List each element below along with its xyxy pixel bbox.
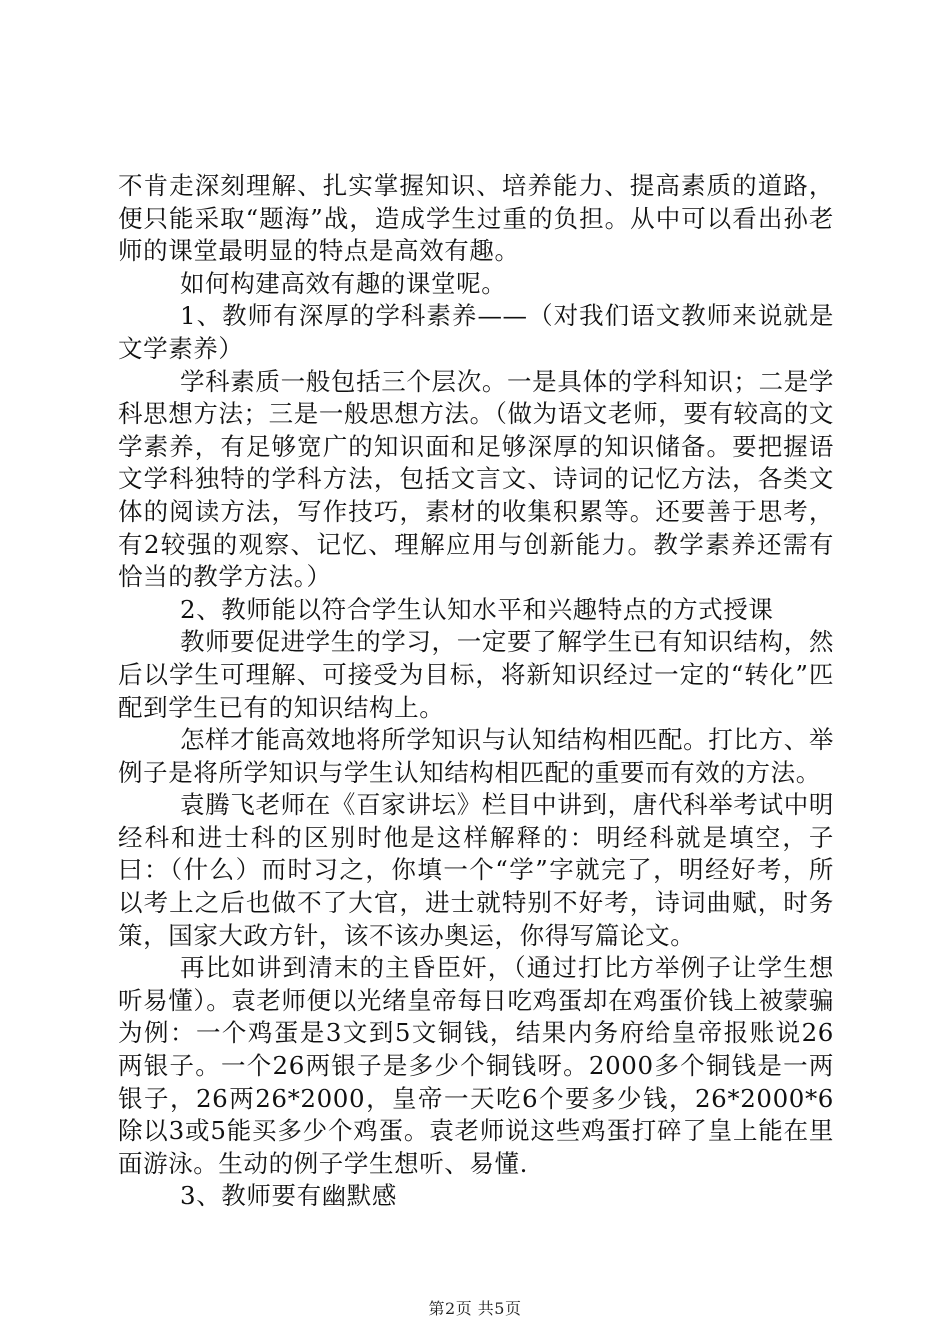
paragraph-example-exam: 袁腾飞老师在《百家讲坛》栏目中讲到，唐代科举考试中明经科和进士科的区别时他是这样解释的：明经科就是填空，子曰：（什么）而时习之，你填一个“学”字就完了，明经好考，所以考上之后也做不了大官，进士就特别不好考，诗词曲赋，时务策，国家大政方针，该不该办奥运，你得写篇论文。: [118, 790, 834, 950]
section-heading-2: 2、教师能以符合学生认知水平和兴趣特点的方式授课: [180, 594, 774, 624]
paragraph-analogy-method: 怎样才能高效地将所学知识与认知结构相匹配。打比方、举例子是将所学知识与学生认知结构相匹配的重要而有效的方法。: [118, 725, 834, 787]
page-number-footer: 第2页 共5页: [428, 1299, 522, 1318]
paragraph-knowledge-structure: 教师要促进学生的学习，一定要了解学生已有知识结构，然后以学生可理解、可接受为目标，将新知识经过一定的“转化”匹配到学生已有的知识结构上。: [118, 627, 834, 722]
paragraph-subject-literacy: 学科素质一般包括三个层次。一是具体的学科知识；二是学科思想方法；三是一般思想方法。（做为语文老师，要有较高的文学素养，有足够宽广的知识面和足够深厚的知识储备。要把握语文学科独特的学科方法，包括文言文、诗词的记忆方法，各类文体的阅读方法，写作技巧，素材的收集积累等。还要善于思考，有2较强的观察、记忆、理解应用与创新能力。教学素养还需有恰当的教学方法。）: [118, 366, 834, 592]
document-body: [118, 170, 834, 1213]
paragraph-question: 如何构建高效有趣的课堂呢。: [180, 268, 507, 298]
section-heading-3: 3、教师要有幽默感: [180, 1181, 397, 1211]
section-heading-1: 1、教师有深厚的学科素养——（对我们语文教师来说就是文学素养）: [118, 301, 834, 363]
paragraph-example-eggs: 再比如讲到清末的主昏臣奸，（通过打比方举例子让学生想听易懂）。袁老师便以光绪皇帝每日吃鸡蛋却在鸡蛋价钱上被蒙骗为例：一个鸡蛋是3文到5文铜钱，结果内务府给皇帝报账说26两银子。一个26两银子是多少个铜钱呀。2000多个铜钱是一两银子，26两26*2000，皇帝一天吃6个要多少钱，26*2000*6除以3或5能买多少个鸡蛋。袁老师说这些鸡蛋打碎了皇上能在里面游泳。生动的例子学生想听、易懂.: [118, 953, 834, 1178]
paragraph-continuation: 不肯走深刻理解、扎实掌握知识、培养能力、提高素质的道路，便只能采取“题海”战，造成学生过重的负担。从中可以看出孙老师的课堂最明显的特点是高效有趣。: [118, 171, 834, 266]
